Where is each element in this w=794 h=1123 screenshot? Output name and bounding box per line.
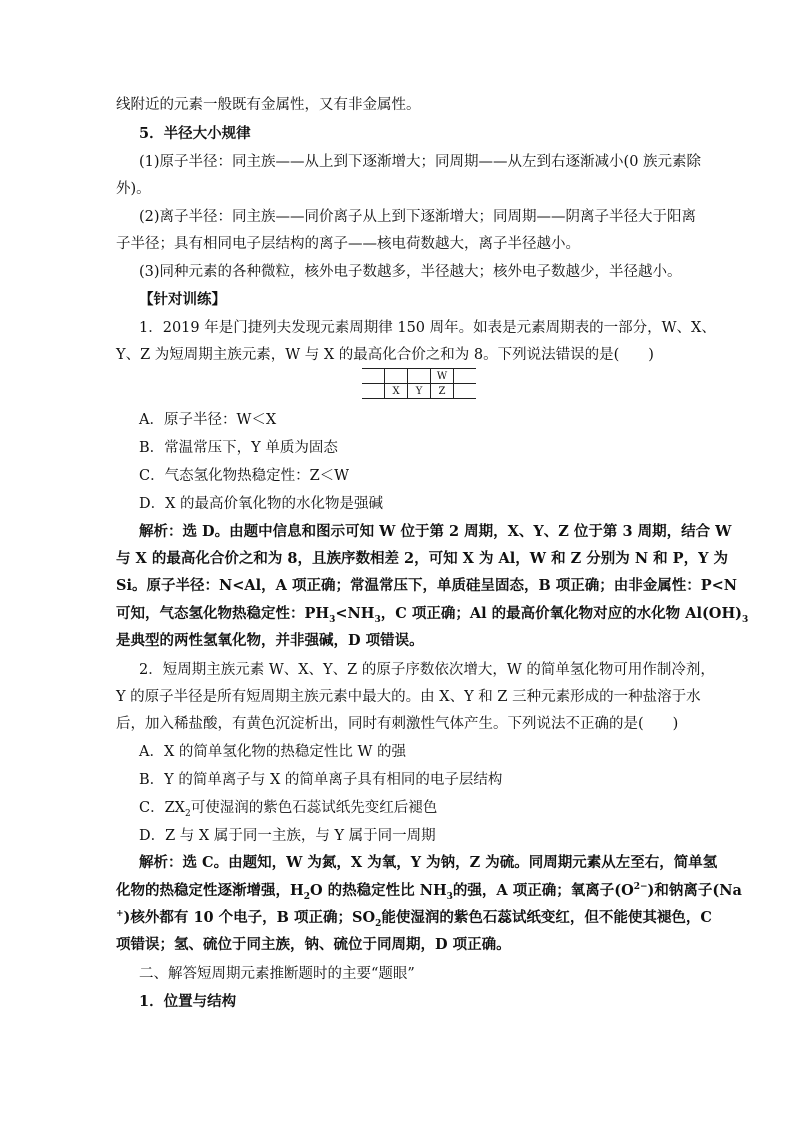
- option-b: B．常温常压下，Y 单质为固态: [139, 440, 338, 456]
- analysis-text: 化物的热稳定性逐渐增强，H: [116, 882, 304, 899]
- superscript: 2−: [633, 882, 648, 893]
- periodic-table-fragment: [362, 368, 476, 399]
- analysis-line: 解析：选 D。由题中信息和图示可知 W 位于第 2 周期，X、Y、Z 位于第 3 周期，结合 W: [139, 523, 732, 540]
- subscript: 3: [374, 614, 381, 625]
- subscript: 2: [185, 808, 191, 819]
- table-cell: [454, 369, 477, 384]
- subscript: 2: [375, 918, 382, 929]
- analysis-line: [116, 908, 712, 929]
- table-cell-x: X: [385, 384, 408, 399]
- text-line: 线附近的元素一般既有金属性，又有非金属性。: [116, 97, 421, 113]
- subsection-heading: 1．位置与结构: [139, 993, 237, 1010]
- table-cell: [385, 369, 408, 384]
- table-cell: [454, 384, 477, 399]
- analysis-line: 项错误；氢、硫位于同主族，钠、硫位于同周期，D 项正确。: [116, 936, 511, 953]
- question-2-cont: Y 的原子半径是所有短周期主族元素中最大的。由 X、Y 和 Z 三种元素形成的一种盐溶于水: [116, 689, 701, 705]
- subscript: 2: [303, 891, 310, 902]
- table-cell: [362, 369, 385, 384]
- table-cell: [362, 384, 385, 399]
- option-d: D．Z 与 X 属于同一主族，与 Y 属于同一周期: [139, 828, 436, 844]
- analysis-line: Si。原子半径：N<Al，A 项正确；常温常压下，单质硅呈固态，B 项正确；由非金属性：P<N: [116, 577, 738, 594]
- question-2: 2．短周期主族元素 W、X、Y、Z 的原子序数依次增大，W 的简单氢化物可用作制冷剂，: [139, 662, 715, 678]
- analysis-line: [116, 604, 749, 625]
- analysis-text: <NH: [335, 605, 375, 622]
- subscript: 3: [329, 614, 336, 625]
- option-text: C．ZX: [139, 800, 185, 816]
- option-a: A．原子半径：W＜X: [139, 412, 277, 428]
- table-cell-w: W: [431, 369, 454, 384]
- analysis-line: 是典型的两性氢氧化物，并非强碱，D 项错误。: [116, 632, 424, 649]
- text-line: 子半径；具有相同电子层结构的离子——核电荷数越大，离子半径越小。: [116, 236, 580, 252]
- analysis-line: [116, 881, 742, 902]
- table-cell-z: Z: [431, 384, 454, 399]
- option-text: 可使湿润的紫色石蕊试纸先变红后褪色: [190, 800, 438, 816]
- option-d: D．X 的最高价氧化物的水化物是强碱: [139, 496, 384, 512]
- section-heading: 二、解答短周期元素推断题时的主要“题眼”: [139, 966, 415, 982]
- table-cell: [408, 369, 431, 384]
- analysis-text: 能使湿润的紫色石蕊试纸变红，但不能使其褪色，C: [381, 909, 712, 926]
- question-1-cont: Y、Z 为短周期主族元素，W 与 X 的最高化合价之和为 8。下列说法错误的是( ): [116, 347, 654, 363]
- text-line: (2)离子半径：同主族——同价离子从上到下逐渐增大；同周期——阴离子半径大于阳离: [139, 209, 697, 225]
- option-c: [139, 798, 709, 818]
- option-a: A．X 的简单氢化物的热稳定性比 W 的强: [139, 744, 407, 760]
- subscript: 3: [742, 614, 749, 625]
- analysis-text: 可知，气态氢化物热稳定性：PH: [116, 605, 330, 622]
- table-cell-y: Y: [408, 384, 431, 399]
- analysis-text: )和钠离子(Na: [647, 882, 742, 899]
- analysis-text: O 的热稳定性比 NH: [309, 882, 447, 899]
- option-c: C．气态氢化物热稳定性：Z＜W: [139, 468, 350, 484]
- section-heading: 5．半径大小规律: [139, 125, 251, 142]
- text-line: (1)原子半径：同主族——从上到下逐渐增大；同周期——从左到右逐渐减小(0 族元素除: [139, 154, 702, 170]
- analysis-text: 的强，A 项正确；氧离子(O: [452, 882, 634, 899]
- option-b: B．Y 的简单离子与 X 的简单离子具有相同的电子层结构: [139, 772, 503, 788]
- question-1: 1．2019 年是门捷列夫发现元素周期律 150 周年。如表是元素周期表的一部分，W、X、: [139, 320, 716, 336]
- analysis-line: 解析：选 C。由题知，W 为氮，X 为氧，Y 为钠，Z 为硫。同周期元素从左至右，简单氢: [139, 854, 718, 871]
- practice-heading: 【针对训练】: [139, 291, 226, 308]
- subscript: 3: [446, 891, 453, 902]
- analysis-text: )核外都有 10 个电子，B 项正确；SO: [123, 909, 376, 926]
- analysis-text: ，C 项正确；Al 的最高价氧化物对应的水化物 Al(OH): [380, 605, 743, 622]
- superscript: +: [116, 909, 124, 920]
- question-2-cont: 后，加入稀盐酸，有黄色沉淀析出，同时有刺激性气体产生。下列说法不正确的是( ): [116, 716, 679, 732]
- text-line: 外)。: [116, 181, 151, 197]
- text-line: (3)同种元素的各种微粒，核外电子数越多，半径越大；核外电子数越少，半径越小。: [139, 264, 682, 280]
- analysis-line: 与 X 的最高化合价之和为 8，且族序数相差 2，可知 X 为 Al，W 和 Z 分别为 N 和 P，Y 为: [116, 550, 728, 567]
